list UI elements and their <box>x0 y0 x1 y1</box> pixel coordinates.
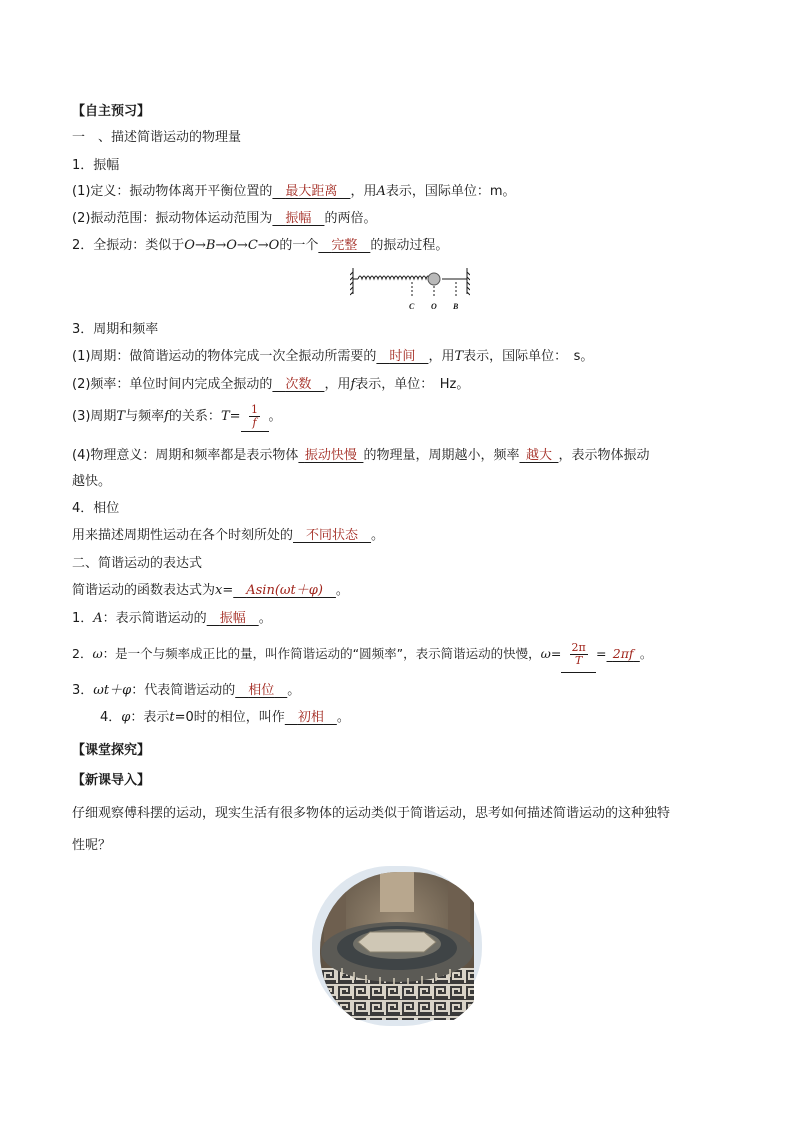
preview-heading: 【自主预习】 <box>72 104 151 119</box>
text-segment: = <box>596 646 607 661</box>
text-segment: (4)物理意义：周期和频率都是表示物体 <box>72 448 299 463</box>
text-segment: 。 <box>639 646 653 661</box>
figure-label-c: C <box>409 302 415 311</box>
class-heading: 【课堂探究】 <box>72 743 151 758</box>
math-symbol: ω= <box>540 646 562 661</box>
answer-blank: 2πf <box>612 646 634 661</box>
expression-item-initial-phase <box>100 709 350 727</box>
spring-oscillator-figure <box>350 266 470 312</box>
text-segment: ：表示 <box>130 710 170 725</box>
math-symbol: O→B→O→C→O <box>184 238 280 253</box>
fraction-numerator: 1 <box>251 403 259 416</box>
text-segment: 。 <box>268 409 282 424</box>
text-segment: 1． <box>72 611 94 626</box>
text-segment: 表示，国际单位： s。 <box>463 349 594 364</box>
section-2-title: 二、简谐运动的表达式 <box>72 556 203 571</box>
fraction-numerator: 2π <box>571 641 586 654</box>
physical-meaning-continued: 越快。 <box>72 474 112 489</box>
full-vibration <box>72 237 448 255</box>
text-segment: 的两倍。 <box>324 211 377 226</box>
answer-blank: 不同状态 <box>306 528 359 543</box>
text-segment: 表示，单位： Hz。 <box>355 377 470 392</box>
text-segment: 的振动过程。 <box>370 238 449 253</box>
text-segment: 表示，国际单位：m。 <box>385 184 516 199</box>
math-symbol: t <box>169 710 175 725</box>
text-segment: 的关系： <box>168 409 221 424</box>
answer-blank: 振动快慢 <box>304 448 357 463</box>
amplitude-definition <box>72 183 516 201</box>
text-segment: (1)定义：振动物体离开平衡位置的 <box>72 184 273 199</box>
answer-blank: 初相 <box>297 710 324 725</box>
math-symbol: f <box>350 377 356 392</box>
text-segment: ，用 <box>324 377 351 392</box>
answer-blank: 完整 <box>331 238 358 253</box>
answer-blank: 越大 <box>525 448 552 463</box>
text-segment: ：表示简谐运动的 <box>102 611 207 626</box>
phase-title: 4．相位 <box>72 501 120 516</box>
text-segment: ：代表简谐运动的 <box>131 683 236 698</box>
answer-blank: 振幅 <box>285 211 312 226</box>
phase-definition <box>72 527 384 545</box>
expression-item-a <box>72 610 272 628</box>
text-segment: 简谐运动的函数表达式为 <box>72 583 216 598</box>
period-frequency-title: 3．周期和频率 <box>72 322 159 337</box>
text-segment: (3)周期 <box>72 409 117 424</box>
math-symbol: A <box>93 611 103 626</box>
period-definition <box>72 348 593 366</box>
answer-blank: 次数 <box>285 377 312 392</box>
text-segment: =0时的相位，叫作 <box>174 710 285 725</box>
math-symbol: A <box>376 184 386 199</box>
expression-item-omega <box>72 636 652 673</box>
amplitude-title: 1．振幅 <box>72 158 120 173</box>
physical-meaning <box>72 447 649 465</box>
intro-paragraph-line-1: 仔细观察傅科摆的运动，现实生活有很多物体的运动类似于简谐运动，思考如何描述简谐运动的这种独特 <box>72 806 671 821</box>
text-segment: 2． <box>72 646 93 661</box>
math-symbol: T <box>454 349 464 364</box>
fraction-one-over-f <box>249 404 260 429</box>
answer-blank: 振幅 <box>219 611 246 626</box>
text-segment: 用来描述周期性运动在各个时刻所处的 <box>72 528 294 543</box>
fraction-denominator: f <box>252 416 257 429</box>
math-symbol: ω <box>92 646 103 661</box>
text-segment: 的物理量，周期越小，频率 <box>363 448 520 463</box>
answer-blank: 最大距离 <box>285 184 338 199</box>
text-segment: 。 <box>258 611 272 626</box>
text-segment: ：是一个与频率成正比的量，叫作简谐运动的“圆频率”，表示简谐运动的快慢， <box>102 646 541 661</box>
math-symbol: f <box>164 409 169 424</box>
text-segment: 与频率 <box>125 409 165 424</box>
foucault-pendulum-photo <box>312 866 482 1026</box>
amplitude-range <box>72 210 376 228</box>
fraction-denominator: T <box>574 654 583 667</box>
text-segment: ，用 <box>428 349 455 364</box>
text-segment: 的一个 <box>279 238 319 253</box>
text-segment: ，用 <box>350 184 377 199</box>
figure-label-b: B <box>453 302 459 311</box>
math-symbol: φ <box>121 710 131 725</box>
math-symbol: x= <box>215 583 234 598</box>
text-segment: 2．全振动：类似于 <box>72 238 185 253</box>
text-segment: 。 <box>336 710 350 725</box>
text-segment: 。 <box>371 528 385 543</box>
figure-label-o: O <box>431 302 437 311</box>
answer-blank: 时间 <box>389 349 416 364</box>
text-segment: 。 <box>287 683 301 698</box>
math-symbol: T= <box>220 409 241 424</box>
intro-paragraph-line-2: 性呢？ <box>72 838 112 853</box>
section-1-title: 一 、描述简谐运动的物理量 <box>72 130 242 145</box>
text-segment: ，表示物体振动 <box>558 448 650 463</box>
expression-formula <box>72 582 349 600</box>
text-segment: (2)频率：单位时间内完成全振动的 <box>72 377 273 392</box>
answer-blank: Asin(ωt＋φ) <box>246 583 323 598</box>
intro-heading: 【新课导入】 <box>72 773 151 788</box>
math-symbol: T <box>116 409 126 424</box>
frequency-definition <box>72 376 469 394</box>
fraction-two-pi-over-t <box>570 642 588 667</box>
text-segment: 4． <box>100 710 122 725</box>
answer-blank: 相位 <box>248 683 275 698</box>
text-segment: (1)周期：做简谐运动的物体完成一次全振动所需要的 <box>72 349 377 364</box>
text-segment: (2)振动范围：振动物体运动范围为 <box>72 211 273 226</box>
period-frequency-relation <box>72 403 282 432</box>
math-symbol: ωt＋φ <box>93 683 132 698</box>
expression-item-phase <box>72 682 300 700</box>
text-segment: 。 <box>335 583 349 598</box>
text-segment: 3． <box>72 683 94 698</box>
